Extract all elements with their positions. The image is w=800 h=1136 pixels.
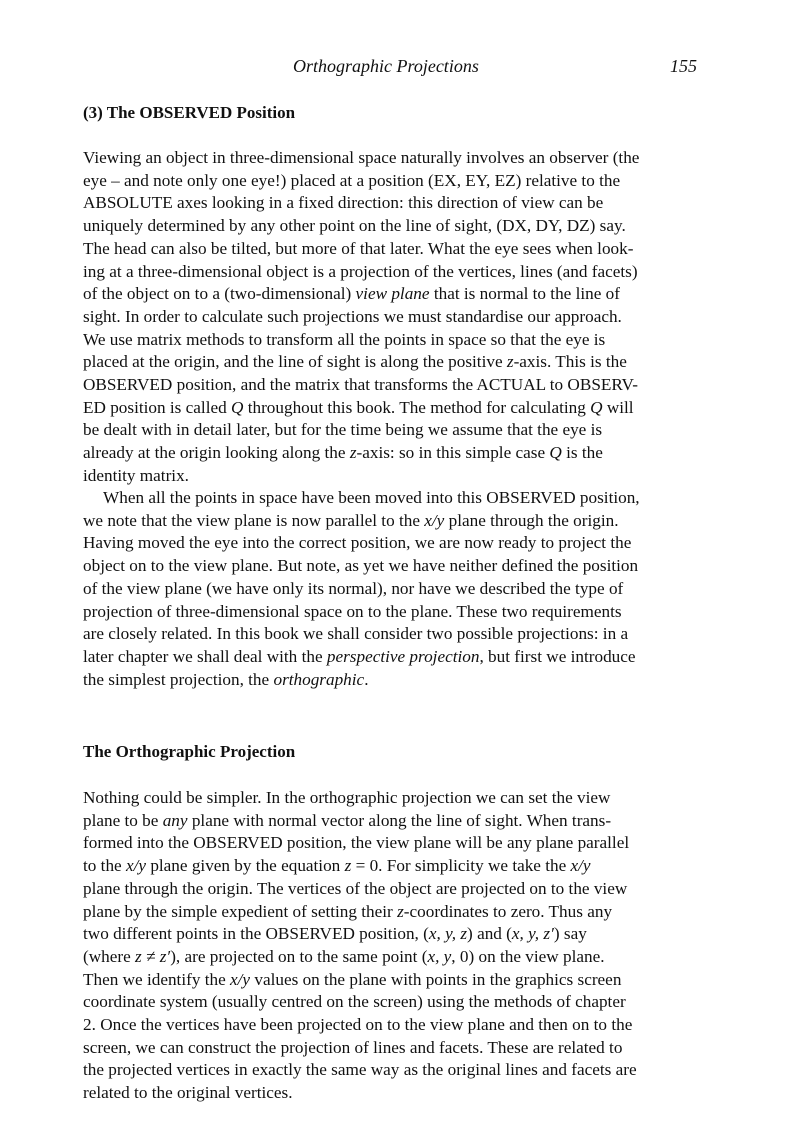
italic-term: x/y — [230, 969, 251, 989]
text-line — [83, 397, 723, 420]
text-run: -axis: so in this simple case — [356, 443, 550, 463]
text-line — [83, 810, 723, 833]
text-run: two different points in the OBSERVED position, ( — [83, 924, 429, 944]
page-number: 155 — [670, 56, 697, 76]
section-heading-orthographic-projection: The Orthographic Projection — [83, 742, 296, 761]
text-line — [83, 1082, 723, 1105]
paragraph — [83, 147, 723, 488]
text-run: plane given by the equation — [146, 856, 345, 876]
text-run: Having moved the eye into the correct position, we are now ready to project the — [83, 533, 632, 553]
text-line — [83, 532, 723, 555]
italic-term: x/y — [125, 856, 147, 876]
text-line — [83, 787, 723, 810]
text-run: = 0. For simplicity we take the — [351, 856, 571, 876]
text-run: We use matrix methods to transform all the points in space so that the eye is — [83, 329, 606, 349]
text-run: related to the original vertices. — [83, 1083, 293, 1103]
text-line — [83, 578, 723, 601]
running-head — [0, 56, 800, 82]
italic-term: z — [397, 901, 404, 921]
text-run: ED position is called — [83, 397, 231, 417]
italic-term: Q — [230, 397, 244, 417]
text-line — [83, 1037, 723, 1060]
italic-term: x, y — [427, 946, 452, 966]
text-line — [83, 969, 723, 992]
text-line — [83, 646, 723, 669]
text-run: screen, we can construct the projection of lines and facets. These are related to — [83, 1037, 623, 1057]
text-line — [83, 465, 723, 488]
text-run: already at the origin looking along the — [83, 443, 350, 463]
text-run: ing at a three-dimensional object is a projection of the vertices, lines (and facets) — [83, 261, 638, 281]
text-run: -axis. This is the — [513, 352, 627, 372]
text-line — [83, 442, 723, 465]
text-line — [83, 487, 723, 510]
text-line — [83, 855, 723, 878]
running-head-title: Orthographic Projections — [293, 56, 479, 76]
text-run: , but first we introduce — [479, 646, 636, 666]
italic-term: orthographic — [273, 669, 365, 689]
text-run: OBSERVED position, and the matrix that transforms the ACTUAL to OBSERV- — [83, 375, 639, 395]
text-line — [83, 555, 723, 578]
text-run: (where — [83, 946, 136, 966]
text-line — [83, 306, 723, 329]
text-run: projection of three-dimensional space on to the plane. These two requirements — [83, 601, 622, 621]
text-run: later chapter we shall deal with the — [83, 646, 327, 666]
text-line — [83, 329, 723, 352]
italic-term: x, y, z′ — [511, 924, 554, 944]
text-line — [83, 946, 723, 969]
text-run: ) and ( — [467, 924, 512, 944]
italic-term: Q — [590, 397, 603, 417]
italic-term: z — [344, 856, 352, 876]
italic-term: any — [162, 810, 188, 830]
text-run: formed into the OBSERVED position, the view plane will be any plane parallel — [83, 833, 630, 853]
section-heading-observed-position: (3) The OBSERVED Position — [83, 103, 296, 122]
text-line — [83, 170, 723, 193]
text-run: plane with normal vector along the line of sight. When trans- — [187, 810, 612, 830]
italic-term: z ≠ z′ — [135, 946, 171, 966]
text-run: the projected vertices in exactly the same way as the original lines and facets are — [83, 1060, 637, 1080]
text-run: ABSOLUTE axes looking in a fixed direction: this direction of view can be — [83, 193, 604, 213]
text-line — [83, 1059, 723, 1082]
text-run: values on the plane with points in the graphics screen — [250, 969, 622, 989]
text-line — [83, 192, 723, 215]
italic-term: perspective projection — [326, 646, 480, 666]
text-run: will — [602, 397, 634, 417]
text-run: coordinate system (usually centred on the screen) using the methods of chapter — [83, 992, 626, 1012]
text-line — [83, 147, 723, 170]
text-run: to the — [83, 856, 126, 876]
text-line — [83, 283, 723, 306]
italic-term: Q — [549, 443, 562, 463]
text-run: plane through the origin. — [444, 510, 619, 530]
text-line — [83, 601, 723, 624]
text-run: plane to be — [83, 810, 163, 830]
italic-term: x, y, z — [428, 924, 468, 944]
text-run: the simplest projection, the — [83, 669, 274, 689]
text-line — [83, 238, 723, 261]
text-line — [83, 991, 723, 1014]
text-line — [83, 832, 723, 855]
italic-term: x/y — [570, 856, 591, 876]
text-line — [83, 419, 723, 442]
text-run: ) say — [553, 924, 587, 944]
text-run: of the view plane (we have only its normal), nor have we described the type of — [83, 578, 624, 598]
text-run: identity matrix. — [83, 465, 189, 485]
text-line — [83, 351, 723, 374]
text-run: , 0) on the view plane. — [451, 946, 605, 966]
italic-term: z — [506, 352, 514, 372]
italic-term: z — [349, 443, 357, 463]
text-run: Then we identify the — [83, 969, 231, 989]
text-run: is the — [561, 443, 603, 463]
text-run: of the object on to a (two-dimensional) — [83, 284, 356, 304]
italic-term: view plane — [355, 284, 430, 304]
text-run: 2. Once the vertices have been projected on to the view plane and then on to the — [83, 1015, 633, 1035]
text-run: The head can also be tilted, but more of that later. What the eye sees when look- — [83, 238, 634, 258]
text-run: . — [364, 669, 369, 689]
text-run: object on to the view plane. But note, as yet we have neither defined the position — [83, 556, 639, 576]
text-run: plane through the origin. The vertices of the object are projected on to the view — [83, 878, 628, 898]
text-run: Viewing an object in three-dimensional space naturally involves an observer (the — [83, 148, 640, 167]
text-run: placed at the origin, and the line of sight is along the positive — [83, 352, 507, 372]
text-line — [83, 901, 723, 924]
text-line — [83, 923, 723, 946]
text-line — [83, 261, 723, 284]
paragraph — [83, 787, 723, 1105]
paragraph — [83, 487, 723, 691]
text-line — [83, 215, 723, 238]
text-line — [83, 1014, 723, 1037]
text-run: eye – and note only one eye!) placed at a position (EX, EY, EZ) relative to the — [83, 170, 621, 190]
italic-term: x/y — [424, 510, 445, 530]
text-run: Nothing could be simpler. In the orthographic projection we can set the view — [83, 788, 611, 807]
text-run: we note that the view plane is now parallel to the — [83, 510, 425, 530]
text-run: plane by the simple expedient of setting their — [83, 901, 398, 921]
text-line — [83, 374, 723, 397]
text-run: sight. In order to calculate such projections we must standardise our approach. — [83, 306, 622, 326]
text-run: ), are projected on to the same point ( — [170, 946, 428, 966]
text-run: that is normal to the line of — [429, 284, 620, 304]
text-line — [83, 669, 723, 692]
text-line — [83, 623, 723, 646]
text-line — [83, 510, 723, 533]
text-run: be dealt with in detail later, but for the time being we assume that the eye is — [83, 420, 603, 440]
text-run: throughout this book. The method for calculating — [243, 397, 591, 417]
text-line — [83, 878, 723, 901]
text-run: are closely related. In this book we shall consider two possible projections: in a — [83, 624, 629, 644]
text-run: When all the points in space have been moved into this OBSERVED position, — [103, 488, 640, 507]
text-run: -coordinates to zero. Thus any — [403, 901, 613, 921]
text-run: uniquely determined by any other point on the line of sight, (DX, DY, DZ) say. — [83, 216, 626, 236]
